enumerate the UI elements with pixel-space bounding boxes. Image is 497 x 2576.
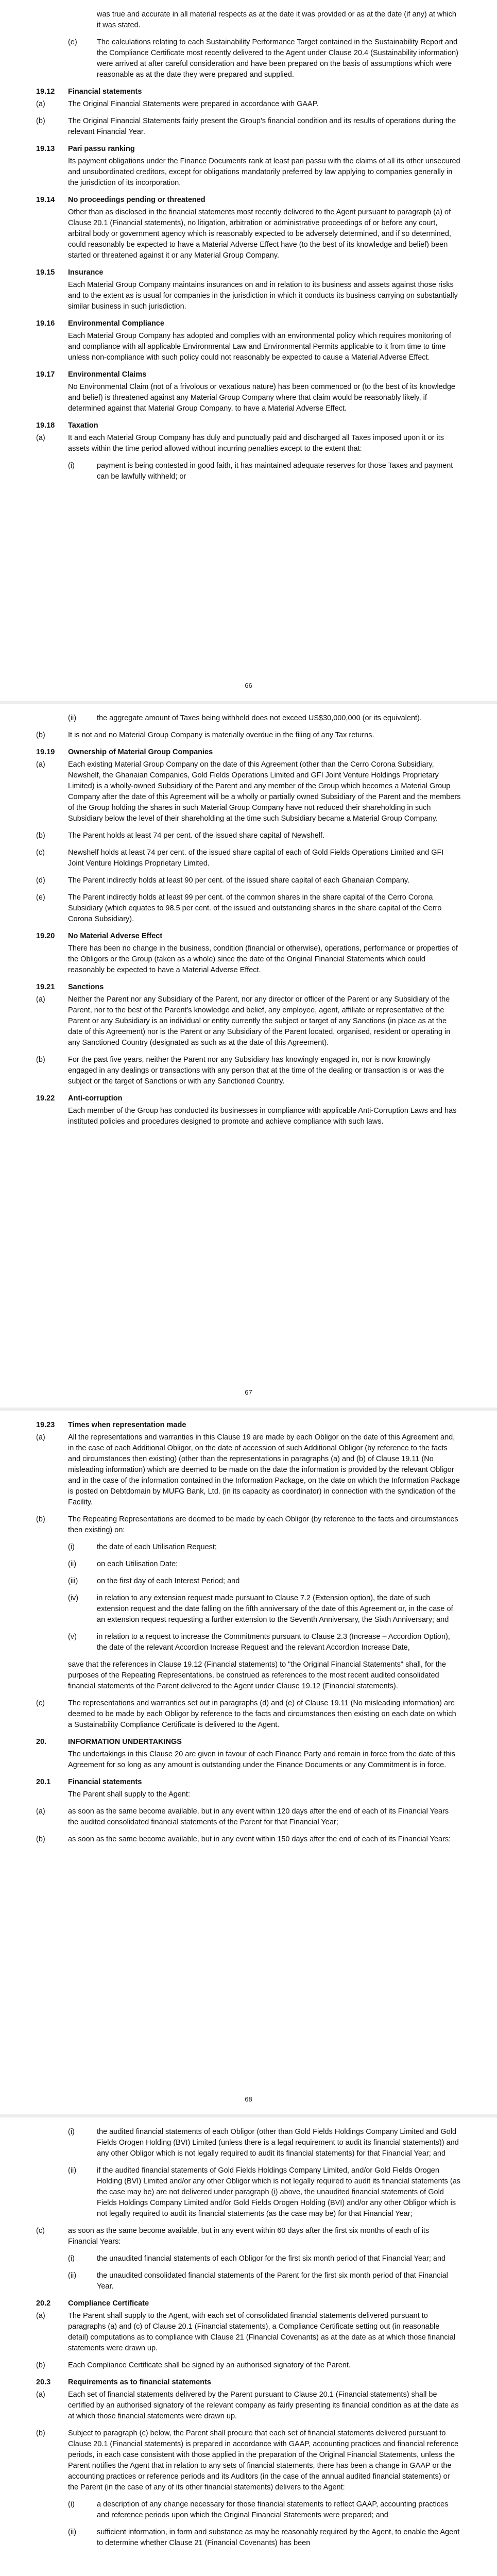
clause-number: 19.23 xyxy=(36,1421,55,1429)
clause-number: 20.3 xyxy=(36,2378,51,2386)
clause-heading xyxy=(36,195,461,206)
clause-number: 19.16 xyxy=(36,319,55,328)
paragraph-text: save that the references in Clause 19.12 (Financial statements) to "the Original Financial Statements" shall, for the purposes of the Repeating Representations, be construed as references to the most recent audited consolidated financial statements of the Parent delivered to the Agent under Clause 19.12 (Financial statements). xyxy=(68,1660,447,1690)
clause-text: For the past five years, neither the Parent nor any Subsidiary has knowingly engaged in, nor is now knowingly engaged in any dealings or transactions with any person that at the time of the dealing or transaction is or was the subject or the target of Sanctions or with any Sanctioned Country. xyxy=(68,1056,444,1086)
clause-number: 20.1 xyxy=(36,1778,51,1786)
clause-item xyxy=(36,994,461,1048)
clause-text: payment is being contested in good faith, it has maintained adequate reserves for those Taxes and payment can be lawfully withheld; or xyxy=(97,462,453,481)
clause-item xyxy=(68,2253,461,2264)
paragraph-text: Each member of the Group has conducted its businesses in compliance with applicable Anti-Corruption Laws and has instituted policies and procedures designed to promote and achieve compliance with such laws. xyxy=(68,1107,457,1126)
clause-item xyxy=(68,1632,461,1653)
clause-number: (a) xyxy=(36,2391,45,2399)
clause-text: the unaudited financial statements of each Obligor for the first six month period of that Financial Year; and xyxy=(97,2255,446,2263)
clause-text: the date of each Utilisation Request; xyxy=(97,1543,217,1551)
document-page xyxy=(0,2117,497,2576)
paragraph-text: There has been no change in the business, condition (financial or otherwise), operations, performance or properties of the Obligors or the Group (taken as a whole) since the date of the Original Financial Statements which could reasonably be expected to have a Material Adverse Effect. xyxy=(68,944,458,974)
clause-title: Compliance Certificate xyxy=(68,2299,149,2308)
clause-number: (b) xyxy=(36,731,45,739)
clause-item xyxy=(36,433,461,454)
clause-number: (b) xyxy=(36,1056,45,1064)
clause-text: The Original Financial Statements fairly present the Group's financial condition and its results of operations during the relevant Financial Year. xyxy=(68,117,456,136)
clause-item xyxy=(68,461,461,482)
clause-item xyxy=(36,2226,461,2247)
clause-item xyxy=(36,1834,461,1845)
clause-text: sufficient information, in form and substance as may be reasonably required by the Agent, to enable the Agent to determine whether Clause 21 (Financial Covenants) has been xyxy=(97,2528,460,2547)
clause-item xyxy=(36,2311,461,2354)
clause-item xyxy=(36,1514,461,1536)
clause-title: Environmental Claims xyxy=(68,370,147,379)
clause-item xyxy=(68,1559,461,1570)
clause-number: 20.2 xyxy=(36,2299,51,2308)
clause-text: Subject to paragraph (c) below, the Parent shall procure that each set of financial statements delivered pursuant to Clause 20.1 (Financial statements) is prepared in accordance with GAAP, accounting practices and financial reference periods, in each case consistent with those applied in the preparation of the Original Financial Statements, unless the Parent notifies the Agent that in relation to any sets of financial statements, there has been a change in GAAP or the accounting practices or reference periods and its Auditors (in the case of the annual audited financial statements) or the Parent (in the case of any of its other financial statements) delivers to the Agent: xyxy=(68,2429,459,2492)
paragraph-text: The undertakings in this Clause 20 are given in favour of each Finance Party and remain in force from the date of this Agreement for so long as any amount is outstanding under the Finance Documents or any Commitment is in force. xyxy=(68,1750,455,1769)
clause-number: 19.19 xyxy=(36,748,55,756)
clause-item xyxy=(36,1698,461,1731)
clause-heading xyxy=(36,1777,461,1788)
clause-number: (ii) xyxy=(68,714,77,722)
clause-number: (b) xyxy=(36,2361,45,2369)
document-page xyxy=(0,0,497,701)
clause-text: the aggregate amount of Taxes being withheld does not exceed US$30,000,000 (or its equivalent). xyxy=(97,714,422,722)
clause-heading xyxy=(36,267,461,278)
clause-title: No proceedings pending or threatened xyxy=(68,196,205,204)
clause-item xyxy=(36,831,461,841)
clause-item xyxy=(68,2270,461,2292)
clause-heading xyxy=(36,2298,461,2309)
clause-number: (d) xyxy=(36,876,45,885)
clause-heading xyxy=(36,1093,461,1104)
clause-text: if the audited financial statements of Gold Fields Holdings Company Limited, and/or Gold Fields Orogen Holding (BVI) Limited and/or any other Obligor which is not legally required to audit its financial statements (as the case may be) are not delivered under paragraph (i) above, the unaudited financial statements of Gold Fields Holdings Company Limited and/or Gold Fields Orogen Holding (BVI) and/or any other Obligor which is not legally required to audit its financial statements (as the case may be) for that Financial Year; xyxy=(97,2166,461,2218)
clause-heading xyxy=(36,318,461,329)
clause-title: No Material Adverse Effect xyxy=(68,932,163,940)
clause-item xyxy=(36,99,461,110)
clause-number: (i) xyxy=(68,2500,75,2509)
clause-number: (iii) xyxy=(68,1577,78,1585)
clause-text: the unaudited consolidated financial statements of the Parent for the first six month period of that Financial Year. xyxy=(97,2272,448,2291)
clause-text: Newshelf holds at least 74 per cent. of the issued share capital of each of Gold Fields Operations Limited and GFI Joint Venture Holdings Proprietary Limited. xyxy=(68,849,444,868)
clause-item xyxy=(36,730,461,741)
clause-title: Sanctions xyxy=(68,983,104,991)
clause-item xyxy=(68,2527,461,2549)
paragraph-text: Each Material Group Company has adopted and complies with an environmental policy which requires monitoring of and compliance with all applicable Environmental Law and Environmental Permits applicable to it from time to time unless non-compliance with such policy could not reasonably be expected to cause a Material Adverse Effect. xyxy=(68,332,451,362)
clause-item xyxy=(68,713,461,724)
clause-number xyxy=(68,9,97,31)
clause-item xyxy=(68,9,461,31)
page-number: 66 xyxy=(245,682,252,689)
clause-item xyxy=(36,1432,461,1508)
clause-text: Neither the Parent nor any Subsidiary of the Parent, nor any director or officer of the Parent or any Subsidiary of the Parent, nor to the best of the Parent's knowledge and belief, any employee, agent, affiliate or representative of the Parent or any Subsidiary is an individual or entity currently the subject or target of any Sanctions (in place as at the date of this Agreement) nor is the Parent or any Subsidiary of the Parent located, organised, resident or operating in any Sanctioned Country (designated as such as at the date of this Agreement). xyxy=(68,995,451,1047)
clause-text: as soon as the same become available, but in any event within 120 days after the end of each of its Financial Years the audited consolidated financial statements of the Parent for that Financial Year; xyxy=(68,1807,449,1826)
clause-item xyxy=(36,2360,461,2371)
clause-number: (ii) xyxy=(68,2166,77,2175)
clause-text: All the representations and warranties in this Clause 19 are made by each Obligor on the date of this Agreement and, in the case of each Additional Obligor, on the date of accession of such Additional Obligor (by reference to the facts and circumstances then existing) (other than the representations in paragraphs (a) and (b) of Clause 19.11 (No misleading information) which are deemed to be made on the date the information is provided by the relevant Obligor and in the case of the information contained in the Information Package, on the date on which the Information Package is posted on Debtdomain by MUFG Bank, Ltd. (in its capacity as coordinator) in connection with the syndication of the Facility. xyxy=(68,1433,460,1506)
clause-text: The Parent indirectly holds at least 99 per cent. of the common shares in the share capital of the Cerro Corona Subsidiary (which equates to 98.5 per cent. of the issued and outstanding shares in the share capital of the Cerro Corona Subsidiary). xyxy=(68,893,442,923)
clause-item xyxy=(68,2499,461,2521)
clause-title: Financial statements xyxy=(68,88,142,96)
clause-text: The Parent indirectly holds at least 90 per cent. of the issued share capital of each Ghanaian Company. xyxy=(68,876,410,885)
clause-number: (c) xyxy=(36,2227,45,2235)
clause-title: Times when representation made xyxy=(68,1421,186,1429)
clause-number: (a) xyxy=(36,995,45,1004)
clause-heading xyxy=(36,747,461,758)
clause-text: The Original Financial Statements were prepared in accordance with GAAP. xyxy=(68,100,319,108)
clause-number: 19.21 xyxy=(36,983,55,991)
clause-number: 19.15 xyxy=(36,268,55,277)
clause-text: as soon as the same become available, but in any event within 60 days after the first six months of each of its Financial Years: xyxy=(68,2227,430,2246)
clause-number: (b) xyxy=(36,832,45,840)
clause-text: on each Utilisation Date; xyxy=(97,1560,178,1568)
clause-text: The Parent shall supply to the Agent, with each set of consolidated financial statements delivered pursuant to paragraphs (a) and (c) of Clause 20.1 (Financial statements), a Compliance Certificate setting out (in reasonable detail) computations as to compliance with Clause 21 (Financial Covenants) as at the date as at which those financial statements were drawn up. xyxy=(68,2312,455,2352)
clause-number: (ii) xyxy=(68,2272,77,2280)
clause-item xyxy=(36,116,461,138)
clause-text: the audited financial statements of each Obligor (other than Gold Fields Holdings Company Limited and Gold Fields Orogen Holding (BVI) Limited (unless there is a legal requirement to audit its financial statements)) and any other Obligor which is not legally required to audit its financial statements) for that Financial Year; and xyxy=(97,2128,459,2158)
clause-heading xyxy=(36,369,461,380)
clause-number: (b) xyxy=(36,1515,45,1523)
clause-text: was true and accurate in all material respects as at the date it was provided or as at the date (if any) at which it was stated. xyxy=(97,10,456,29)
clause-number: (i) xyxy=(68,1543,75,1551)
clause-number: 19.12 xyxy=(36,88,55,96)
clause-text: Each Compliance Certificate shall be signed by an authorised signatory of the Parent. xyxy=(68,2361,351,2369)
clause-text: a description of any change necessary for those financial statements to reflect GAAP, accounting practices and reference periods upon which the Original Financial Statements were prepared; and xyxy=(97,2500,449,2519)
clause-number: (i) xyxy=(68,462,75,470)
clause-number: 19.20 xyxy=(36,932,55,940)
clause-number: 19.17 xyxy=(36,370,55,379)
page-number: 68 xyxy=(245,2095,252,2103)
clause-text: The representations and warranties set out in paragraphs (d) and (e) of Clause 19.11 (No misleading information) are deemed to be made by each Obligor by reference to the facts and circumstances then existing on each date on which a Sustainability Compliance Certificate is delivered to the Agent. xyxy=(68,1699,456,1729)
clause-text: in relation to a request to increase the Commitments pursuant to Clause 2.3 (Increase – Accordion Option), the date of the relevant Accordion Increase Request and the relevant Accordion Increase Date, xyxy=(97,1633,450,1652)
clause-text: The calculations relating to each Sustainability Performance Target contained in the Sustainability Report and the Compliance Certificate most recently delivered to the Agent under Clause 20.4 (Sustainability information) were arrived at after careful consideration and have been prepared on the basis of assumptions which were reasonable as at the date they were prepared and supplied. xyxy=(97,38,459,79)
clause-text: It is not and no Material Group Company is materially overdue in the filing of any Tax returns. xyxy=(68,731,374,739)
clause-heading xyxy=(36,982,461,993)
clause-title: Pari passu ranking xyxy=(68,145,135,153)
clause-number: (a) xyxy=(36,2312,45,2320)
clause-heading xyxy=(36,420,461,431)
clause-title: Requirements as to financial statements xyxy=(68,2378,211,2386)
clause-item xyxy=(36,1055,461,1087)
clause-item xyxy=(68,1542,461,1553)
clause-number: (a) xyxy=(36,100,45,108)
clause-number: (a) xyxy=(36,760,45,769)
clause-number: 20. xyxy=(36,1738,47,1746)
clause-number: (a) xyxy=(36,1807,45,1816)
clause-title: Financial statements xyxy=(68,1778,142,1786)
clause-heading xyxy=(36,931,461,942)
clause-number: 19.18 xyxy=(36,421,55,430)
paragraph-text: The Parent shall supply to the Agent: xyxy=(68,1790,190,1799)
clause-heading xyxy=(36,144,461,155)
clause-item xyxy=(68,2127,461,2159)
clause-item xyxy=(36,875,461,886)
paragraph-text: Its payment obligations under the Finance Documents rank at least pari passu with the claims of all its other unsecured and unsubordinated creditors, except for obligations mandatorily preferred by law applying to companies generally in the jurisdiction of its incorporation. xyxy=(68,157,460,187)
page-number: 67 xyxy=(245,1388,252,1396)
clause-number: (ii) xyxy=(68,2528,77,2536)
document-page xyxy=(0,704,497,1408)
clause-item xyxy=(36,848,461,869)
clause-text: as soon as the same become available, but in any event within 150 days after the end of each of its Financial Years: xyxy=(68,1835,451,1843)
clause-number: (iv) xyxy=(68,1594,79,1602)
clause-item xyxy=(68,37,461,80)
clause-number: (b) xyxy=(36,2429,45,2437)
clause-text: The Repeating Representations are deemed to be made by each Obligor (by reference to the facts and circumstances then existing) on: xyxy=(68,1515,458,1534)
clause-item xyxy=(36,2389,461,2422)
clause-heading xyxy=(36,87,461,97)
clause-item xyxy=(68,2165,461,2219)
clause-text: The Parent holds at least 74 per cent. of the issued share capital of Newshelf. xyxy=(68,832,325,840)
clause-text: in relation to any extension request made pursuant to Clause 7.2 (Extension option), the date of such extension request and the date falling on the fifth anniversary of the date of this Agreement or, in the case of an extension request requesting a further extension to the Seventh Anniversary, the Sixth Anniversary; and xyxy=(97,1594,453,1624)
clause-number: (c) xyxy=(36,849,45,857)
clause-number: (b) xyxy=(36,117,45,125)
paragraph-text: No Environmental Claim (not of a frivolous or vexatious nature) has been commenced or (to the best of its knowledge and belief) is threatened against any Material Group Company where that claim would be reasonably likely, if determined against that Material Group Company, to have a Material Adverse Effect. xyxy=(68,383,455,413)
clause-number: (i) xyxy=(68,2255,75,2263)
paragraph-text: Each Material Group Company maintains insurances on and in relation to its business and assets against those risks and to the extent as is usual for companies in the jurisdiction in which it conducts its business carrying on substantially similar business in such jurisdiction. xyxy=(68,281,458,311)
clause-text: on the first day of each Interest Period; and xyxy=(97,1577,240,1585)
clause-item xyxy=(36,892,461,925)
clause-number: (v) xyxy=(68,1633,77,1641)
clause-heading xyxy=(36,1420,461,1431)
clause-title: Anti-corruption xyxy=(68,1094,123,1103)
clause-number: 19.22 xyxy=(36,1094,55,1103)
clause-number: 19.13 xyxy=(36,145,55,153)
clause-item xyxy=(68,1593,461,1625)
clause-number: (c) xyxy=(36,1699,45,1707)
clause-item xyxy=(36,759,461,824)
clause-number: (b) xyxy=(36,1835,45,1843)
clause-number: 19.14 xyxy=(36,196,55,204)
clause-heading xyxy=(36,1737,461,1748)
clause-title: Insurance xyxy=(68,268,104,277)
clause-number: (a) xyxy=(36,434,45,442)
clause-text: Each set of financial statements delivered by the Parent pursuant to Clause 20.1 (Financial statements) shall be certified by an authorised signatory of the relevant company as fairly presenting its financial condition as at the date as at which those financial statements were drawn up. xyxy=(68,2391,459,2420)
clause-number: (e) xyxy=(68,38,77,46)
clause-number: (ii) xyxy=(68,1560,77,1568)
clause-number: (a) xyxy=(36,1433,45,1442)
clause-text: It and each Material Group Company has duly and punctually paid and discharged all Taxes imposed upon it or its assets within the time period allowed without incurring penalties except to the extent that: xyxy=(68,434,444,453)
clause-title: Taxation xyxy=(68,421,98,430)
document-page xyxy=(0,1411,497,2114)
clause-item xyxy=(36,2428,461,2493)
clause-item xyxy=(68,1576,461,1587)
clause-number: (i) xyxy=(68,2128,75,2136)
clause-title: Environmental Compliance xyxy=(68,319,164,328)
clause-text: Each existing Material Group Company on the date of this Agreement (other than the Cerro Corona Subsidiary, Newshelf, the Ghanaian Companies, Gold Fields Operations Limited and GFI Joint Venture Holdings Proprietary Limited) is a wholly-owned Subsidiary of the Parent and any member of the Group which becomes a Material Group Company after the date of this Agreement will be a wholly or partially owned Subsidiary of the Parent and the members of the Group holding the shares in such Material Group Company have not reduced their shareholding in such Subsidiary below the level of their shareholding at the time such Subsidiary became a Material Group Company. xyxy=(68,760,461,823)
clause-title: Ownership of Material Group Companies xyxy=(68,748,213,756)
clause-heading xyxy=(36,2377,461,2388)
clause-number: (e) xyxy=(36,893,45,902)
clause-title: INFORMATION UNDERTAKINGS xyxy=(68,1738,182,1746)
paragraph-text: Other than as disclosed in the financial statements most recently delivered to the Agent pursuant to paragraph (a) of Clause 20.1 (Financial statements), no litigation, arbitration or administrative proceedings of or before any court, arbitral body or government agency which is reasonably expected to be adversely determined, and if so determined, could reasonably be expected to have a Material Adverse Effect have (to the best of its knowledge and belief) been started or threatened against it or any Material Group Company. xyxy=(68,208,451,260)
clause-item xyxy=(36,1806,461,1828)
